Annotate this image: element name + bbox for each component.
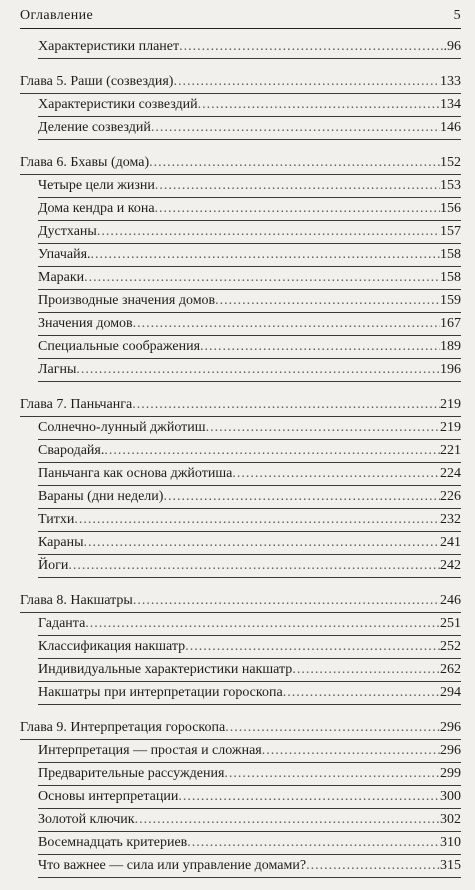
toc-entry-label: Золотой ключик	[38, 812, 135, 827]
toc-chapter-heading	[20, 717, 461, 740]
dot-leader	[283, 685, 440, 701]
toc-entry-page: 219	[440, 420, 461, 435]
toc-entry-label: Гаданта	[38, 616, 86, 631]
toc-entry	[38, 682, 461, 705]
toc-entry-label: Интерпретация — простая и сложная	[38, 743, 262, 758]
toc-chapter-heading-page: 133	[440, 74, 461, 89]
toc-entry-label: Караны	[38, 535, 84, 550]
toc-entry-page: 167	[440, 316, 461, 331]
dot-leader	[76, 362, 440, 378]
dot-leader	[151, 120, 440, 136]
dot-leader	[104, 443, 440, 459]
dot-leader	[85, 616, 440, 632]
toc-chapter-heading-label: Глава 8. Накшатры	[20, 593, 133, 608]
dot-leader	[83, 535, 440, 551]
toc-chapter-heading-page: 219	[440, 397, 461, 412]
toc-entry	[38, 509, 461, 532]
toc-entry	[38, 486, 461, 509]
dot-leader	[262, 743, 440, 759]
toc-entry-page: 251	[440, 616, 461, 631]
toc-entry	[38, 221, 461, 244]
dot-leader	[163, 489, 440, 505]
toc-entry-label: Значения домов	[38, 316, 133, 331]
toc-entry	[38, 740, 461, 763]
toc-entry	[38, 855, 461, 878]
toc-entry-page: 232	[440, 512, 461, 527]
dot-leader	[149, 155, 440, 171]
toc-entry	[38, 290, 461, 313]
dot-leader	[74, 512, 440, 528]
toc-entry	[38, 613, 461, 636]
toc-entry-label: Накшатры при интерпретации гороскопа	[38, 685, 283, 700]
dot-leader	[97, 224, 440, 240]
toc-entry-label: Производные значения домов	[38, 293, 216, 308]
toc-entry-page: 300	[440, 789, 461, 804]
toc-entry-label: Мараки	[38, 270, 85, 285]
dot-leader	[132, 397, 440, 413]
toc-entry-page: 156	[440, 201, 461, 216]
toc-entry	[38, 786, 461, 809]
toc-entry-label: Индивидуальные характеристики накшатр	[38, 662, 293, 677]
toc-intro-section	[20, 36, 461, 59]
toc-entry	[38, 244, 461, 267]
toc-entry	[38, 117, 461, 140]
toc-entry	[38, 36, 461, 59]
toc-entry-label: Свародайя.	[38, 443, 105, 458]
toc-entry-label: Специальные соображения	[38, 339, 201, 354]
toc-entry-page: 226	[440, 489, 461, 504]
toc-entry-page: 153	[440, 178, 461, 193]
toc-entry-page: 242	[440, 558, 461, 573]
toc-entry	[38, 555, 461, 578]
toc-entry-label: Йоги	[38, 558, 69, 573]
dot-leader	[187, 835, 440, 851]
dot-leader	[232, 466, 440, 482]
toc-entry-page: 158	[440, 270, 461, 285]
toc-entry-label: Упачайя.	[38, 247, 91, 262]
toc-chapter-heading-label: Глава 7. Паньчанга	[20, 397, 133, 412]
toc-entry-label: Лагны	[38, 362, 77, 377]
toc-entry-label: Солнечно-лунный джйотиш	[38, 420, 206, 435]
dot-leader	[155, 178, 440, 194]
toc-entry-label: Что важнее — сила или управление домами?	[38, 858, 307, 873]
toc-chapter-heading-label: Глава 6. Бхавы (дома)	[20, 155, 150, 170]
dot-leader	[68, 558, 440, 574]
toc-entry	[38, 198, 461, 221]
dot-leader	[84, 270, 440, 286]
toc-entry-page: 262	[440, 662, 461, 677]
dot-leader	[133, 593, 440, 609]
toc-entry-label: Предварительные рассуждения	[38, 766, 225, 781]
toc-entry-page: 294	[440, 685, 461, 700]
toc-entry-page: 310	[440, 835, 461, 850]
dot-leader	[133, 316, 440, 332]
toc-entry-label: Дустханы	[38, 224, 97, 239]
dot-leader	[185, 639, 440, 655]
dot-leader	[215, 293, 440, 309]
toc-entry-page: 157	[440, 224, 461, 239]
toc-entry	[38, 267, 461, 290]
toc-chapter-heading-page: 152	[440, 155, 461, 170]
toc-entry-page: .96	[443, 39, 461, 54]
toc-entry-page: 189	[440, 339, 461, 354]
dot-leader	[91, 247, 440, 263]
dot-leader	[225, 720, 440, 736]
toc-entry-page: 296	[440, 743, 461, 758]
dot-leader	[178, 789, 440, 805]
toc-chapter-heading-label: Глава 9. Интерпретация гороскопа	[20, 720, 226, 735]
toc-entry	[38, 636, 461, 659]
toc-entry-page: 159	[440, 293, 461, 308]
table-of-contents	[20, 36, 461, 890]
dot-leader	[224, 766, 440, 782]
toc-entry-page: 302	[440, 812, 461, 827]
dot-leader	[200, 339, 440, 355]
toc-entry-label: Классификация накшатр	[38, 639, 186, 654]
toc-chapter-heading	[20, 590, 461, 613]
toc-entry-label: Основы интерпретации	[38, 789, 179, 804]
toc-entry-label: Четыре цели жизни	[38, 178, 155, 193]
toc-chapter-section	[20, 717, 461, 878]
toc-chapter-section	[20, 152, 461, 382]
toc-entry-page: 299	[440, 766, 461, 781]
toc-entry	[38, 313, 461, 336]
toc-entry-page: 146	[440, 120, 461, 135]
toc-chapter-heading	[20, 152, 461, 175]
toc-chapter-heading	[20, 71, 461, 94]
toc-entry-page: 134	[440, 97, 461, 112]
dot-leader	[198, 97, 440, 113]
toc-entry-page: 252	[440, 639, 461, 654]
toc-chapter-heading-page: 246	[440, 593, 461, 608]
toc-entry	[38, 809, 461, 832]
toc-entry-page: 224	[440, 466, 461, 481]
toc-entry-page: 315	[440, 858, 461, 873]
toc-entry-label: Восемнадцать критериев	[38, 835, 188, 850]
running-head	[20, 6, 461, 29]
toc-entry	[38, 463, 461, 486]
toc-entry-label: Вараны (дни недели)	[38, 489, 164, 504]
toc-entry-label: Деление созвездий	[38, 120, 151, 135]
toc-entry-page: 158	[440, 247, 461, 262]
dot-leader	[155, 201, 440, 217]
toc-entry-label: Характеристики созвездий	[38, 97, 198, 112]
toc-entry-page: 196	[440, 362, 461, 377]
toc-chapter-section	[20, 590, 461, 705]
toc-entry	[38, 94, 461, 117]
toc-entry	[38, 440, 461, 463]
toc-entry	[38, 832, 461, 855]
toc-entry-label: Характеристики планет	[38, 39, 180, 54]
dot-leader	[179, 39, 443, 55]
toc-chapter-section	[20, 71, 461, 140]
toc-entry	[38, 359, 461, 382]
toc-entry	[38, 336, 461, 359]
dot-leader	[173, 74, 440, 90]
toc-entry	[38, 532, 461, 555]
dot-leader	[206, 420, 440, 436]
toc-entry-page: 221	[440, 443, 461, 458]
toc-chapter-heading-page: 296	[440, 720, 461, 735]
toc-entry-page: 241	[440, 535, 461, 550]
dot-leader	[135, 812, 440, 828]
toc-entry-label: Дома кендра и кона	[38, 201, 155, 216]
dot-leader	[292, 662, 440, 678]
dot-leader	[306, 858, 440, 874]
toc-entry	[38, 417, 461, 440]
toc-chapter-heading-label: Глава 5. Раши (созвездия)	[20, 74, 174, 89]
toc-chapter-heading	[20, 394, 461, 417]
toc-chapter-section	[20, 394, 461, 578]
toc-entry	[38, 175, 461, 198]
toc-entry	[38, 659, 461, 682]
running-head-page-number: 5	[453, 8, 461, 23]
running-head-title: Оглавление	[20, 8, 94, 23]
toc-entry	[38, 763, 461, 786]
toc-entry-label: Паньчанга как основа джйотиша	[38, 466, 233, 481]
toc-entry-label: Титхи	[38, 512, 75, 527]
